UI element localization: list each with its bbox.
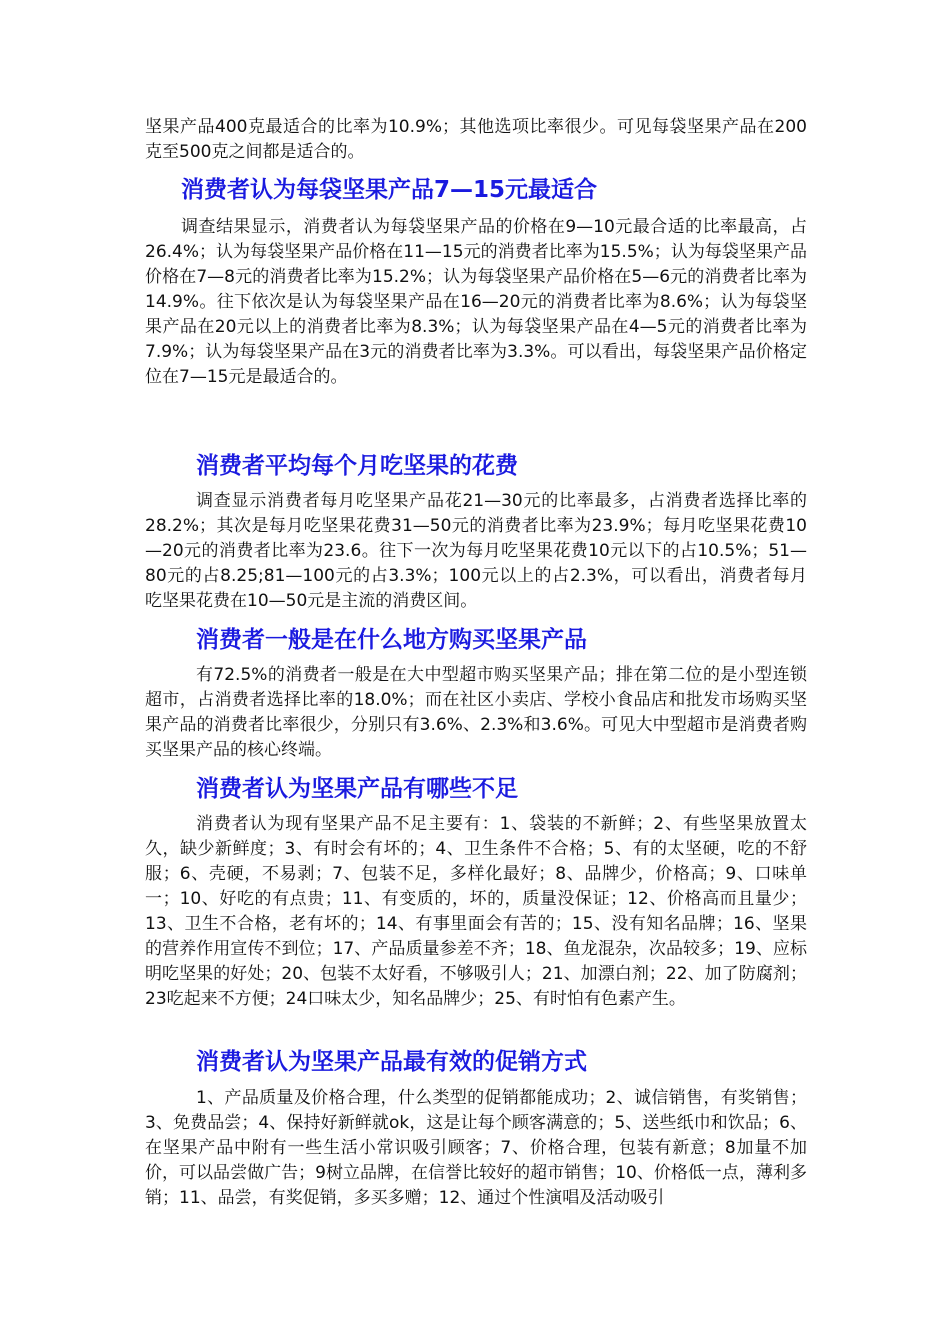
heading-monthly-spend: 消费者平均每个月吃坚果的花费 bbox=[196, 453, 518, 479]
heading-price: 消费者认为每袋坚果产品7—15元最适合 bbox=[181, 177, 598, 203]
heading-promotion: 消费者认为坚果产品最有效的促销方式 bbox=[196, 1049, 587, 1075]
heading-shortcomings: 消费者认为坚果产品有哪些不足 bbox=[196, 776, 518, 802]
heading-purchase-place: 消费者一般是在什么地方购买坚果产品 bbox=[196, 627, 587, 653]
paragraph-price: 调查结果显示，消费者认为每袋坚果产品的价格在9—10元最合适的比率最高，占26.4%；认为每袋坚果产品价格在11—15元的消费者比率为15.5%；认为每袋坚果产品价格在7—8元的消费者比率为15.2%；认为每袋坚果产品价格在5—6元的消费者比率为14.9%。往下依次是认为每袋坚果产品在16—20元的消费者比率为8.6%；认为每袋坚果产品在20元以上的消费者比率为8.3%；认为每袋坚果产品在4—5元的消费者比率为7.9%；认为每袋坚果产品在3元的消费者比率为3.3%。可以看出，每袋坚果产品价格定位在7—15元是最适合的。 bbox=[145, 217, 807, 387]
paragraph-promotion: 1、产品质量及价格合理，什么类型的促销都能成功；2、诚信销售，有奖销售；3、免费品尝；4、保持好新鲜就ok，这是让每个顾客满意的；5、送些纸巾和饮品；6、在坚果产品中附有一些生活小常识吸引顾客；7、价格合理，包装有新意；8加量不加价，可以品尝做广告；9树立品牌，在信誉比较好的超市销售；10、价格低一点，薄利多销；11、品尝，有奖促销，多买多赠；12、通过个性演唱及活动吸引 bbox=[145, 1088, 807, 1208]
paragraph-purchase-place: 有72.5%的消费者一般是在大中型超市购买坚果产品；排在第二位的是小型连锁超市，占消费者选择比率的18.0%；而在社区小卖店、学校小食品店和批发市场购买坚果产品的消费者比率很少，分别只有3.6%、2.3%和3.6%。可见大中型超市是消费者购买坚果产品的核心终端。 bbox=[145, 665, 807, 760]
paragraph-weight-conclusion: 坚果产品400克最适合的比率为10.9%；其他选项比率很少。可见每袋坚果产品在200克至500克之间都是适合的。 bbox=[145, 117, 807, 162]
paragraph-shortcomings: 消费者认为现有坚果产品不足主要有：1、袋装的不新鲜；2、有些坚果放置太久，缺少新鲜度；3、有时会有坏的；4、卫生条件不合格；5、有的太坚硬，吃的不舒服；6、壳硬，不易剥；7、包装不足，多样化最好；8、品牌少，价格高；9、口味单一；10、好吃的有点贵；11、有变质的，坏的，质量没保证；12、价格高而且量少；13、卫生不合格，老有坏的；14、有事里面会有苦的；15、没有知名品牌；16、坚果的营养作用宣传不到位；17、产品质量参差不齐；18、鱼龙混杂，次品较多；19、应标明吃坚果的好处；20、包装不太好看，不够吸引人；21、加漂白剂；22、加了防腐剂；23吃起来不方便；24口味太少，知名品牌少；25、有时怕有色素产生。 bbox=[145, 814, 807, 1009]
paragraph-monthly-spend: 调查显示消费者每月吃坚果产品花21—30元的比率最多，占消费者选择比率的28.2%；其次是每月吃坚果花费31—50元的消费者比率为23.9%；每月吃坚果花费10—20元的消费者比率为23.6。往下一次为每月吃坚果花费10元以下的占10.5%；51—80元的占8.25;81—100元的占3.3%；100元以上的占2.3%，可以看出，消费者每月吃坚果花费在10—50元是主流的消费区间。 bbox=[145, 491, 807, 611]
